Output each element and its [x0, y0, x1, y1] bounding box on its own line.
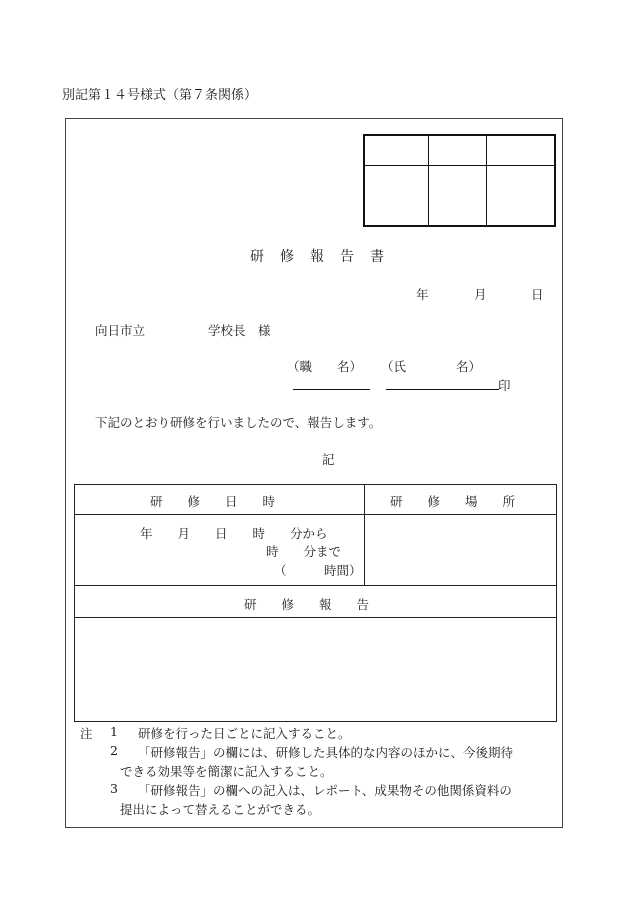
note-number: 1	[110, 724, 118, 739]
approval-stamp-box	[363, 134, 556, 227]
header-place: 研 修 場 所	[390, 494, 516, 509]
stamp-box-column-divider	[486, 136, 487, 225]
note-text: 「研修報告」の欄には、研修した具体的な内容のほかに、今後期待	[138, 745, 514, 760]
seal-mark: 印	[498, 378, 511, 393]
note-number: 2	[110, 743, 118, 758]
stamp-box-column-divider	[428, 136, 429, 225]
document-title: 研 修 報 告 書	[250, 249, 385, 265]
reporter-position-label: （職 名）	[287, 359, 363, 374]
form-number-label: 別記第１４号様式（第７条関係）	[62, 88, 258, 103]
addressee-city: 向日市立	[95, 323, 146, 338]
stamp-box-divider	[365, 165, 554, 166]
datetime-to: 時 分まで	[266, 544, 342, 559]
date-day-label: 日	[531, 287, 544, 302]
note-text: 「研修報告」の欄への記入は、レポート、成果物その他関係資料の	[138, 783, 512, 798]
note-text: 研修を行った日ごとに記入すること。	[138, 726, 351, 741]
date-year-label: 年	[416, 287, 429, 302]
date-month-label: 月	[474, 287, 487, 302]
addressee-school-head: 学校長 様	[208, 323, 271, 338]
notes-label: 注	[80, 726, 93, 741]
note-text-continued: できる効果等を簡潔に記入すること。	[120, 764, 333, 779]
note-number: 3	[110, 781, 118, 796]
note-text-continued: 提出によって替えることができる。	[120, 802, 321, 817]
position-underline	[293, 389, 370, 390]
name-underline	[386, 389, 499, 390]
table-divider	[74, 617, 557, 618]
table-divider	[74, 585, 557, 586]
table-column-divider	[364, 484, 365, 585]
header-datetime: 研 修 日 時	[150, 494, 276, 509]
datetime-from: 年 月 日 時 分から	[140, 526, 328, 541]
intro-text: 下記のとおり研修を行いましたので、報告します。	[95, 415, 382, 430]
reporter-name-label: （氏 名）	[381, 359, 482, 374]
table-divider	[74, 514, 557, 515]
report-header: 研 修 報 告	[244, 597, 370, 612]
ki-heading: 記	[322, 452, 335, 467]
datetime-hours: （ 時間）	[274, 563, 362, 578]
